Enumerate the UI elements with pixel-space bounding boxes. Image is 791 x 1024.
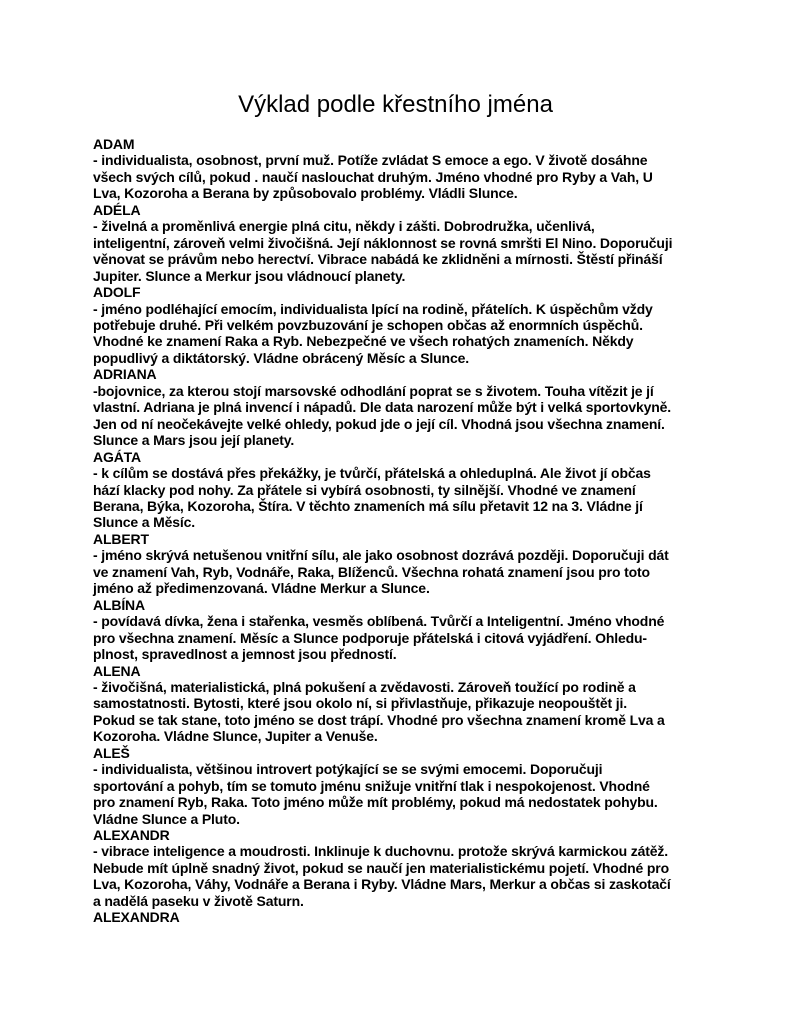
entry-name: ALBÍNA xyxy=(93,596,145,613)
entry-description-line: plnost, spravedlnost a jemnost jsou předností. xyxy=(93,646,397,663)
entry-description-line: Jen od ní neočekávejte velké ohledy, pokud jde o její cíl. Vhodná jsou všechna znamení. xyxy=(93,415,665,432)
name-entry xyxy=(93,366,713,448)
name-entry xyxy=(93,663,713,745)
entry-name: ADOLF xyxy=(93,284,141,301)
entry-description-line: všech svých cílů, pokud . naučí naslouchat druhým. Jméno vhodné pro Ryby a Vah, U xyxy=(93,168,653,185)
name-entry xyxy=(93,745,713,827)
name-entry xyxy=(93,531,713,597)
name-entry xyxy=(93,136,713,202)
entry-description-line: - povídavá dívka, žena i stařenka, vesměs oblíbená. Tvůrčí a Inteligentní. Jméno vhodné xyxy=(93,613,665,630)
entry-description-line: Lva, Kozoroha, Váhy, Vodnáře a Berana i Ryby. Vládne Mars, Merkur a občas si zaskotačí xyxy=(93,876,671,893)
name-entry xyxy=(93,827,713,909)
entry-name: ALENA xyxy=(93,662,141,679)
entry-name: ALEŠ xyxy=(93,744,130,761)
entry-description-line: - jméno podléhající emocím, individualista lpící na rodině, přátelích. K úspěchům vždy xyxy=(93,300,653,317)
entry-description-line: Berana, Býka, Kozoroha, Štíra. V těchto znameních má sílu přetavit 12 na 3. Vládne jí xyxy=(93,497,643,514)
entry-description-line: - jméno skrývá netušenou vnitřní sílu, ale jako osobnost dozrává později. Doporučuji dát xyxy=(93,547,669,564)
entry-description-line: Vhodné ke znamení Raka a Ryb. Nebezpečné ve všech rohatých znameních. Někdy xyxy=(93,333,634,350)
entry-description-line: Kozoroha. Vládne Slunce, Jupiter a Venuše. xyxy=(93,728,378,745)
entry-name: ALBERT xyxy=(93,530,149,547)
entry-description-line: samostatnosti. Bytosti, které jsou okolo ní, si přivlastňuje, přikazuje neopouštět ji. xyxy=(93,695,627,712)
entry-description-line: - živelná a proměnlivá energie plná citu, někdy i zášti. Dobrodružka, učenlivá, xyxy=(93,218,595,235)
entry-description-line: ve znamení Vah, Ryb, Vodnáře, Raka, Blíženců. Všechna rohatá znamení jsou pro toto xyxy=(93,563,650,580)
name-entry xyxy=(93,449,713,531)
entry-description-line: Slunce a Mars jsou její planety. xyxy=(93,432,295,449)
name-entry xyxy=(93,202,713,284)
entry-description-line: -bojovnice, za kterou stojí marsovské odhodlání poprat se s životem. Touha vítězit je jí xyxy=(93,382,654,399)
entry-description-line: pro znamení Ryb, Raka. Toto jméno může mít problémy, pokud má nedostatek pohybu. xyxy=(93,794,658,811)
page-title: Výklad podle křestního jména xyxy=(238,91,553,118)
name-entry xyxy=(93,909,713,925)
entry-description-line: - k cílům se dostává přes překážky, je tvůrčí, přátelská a ohleduplná. Ale život jí občas xyxy=(93,465,651,482)
entry-description-line: - živočišná, materialistická, plná pokušení a zvědavosti. Zároveň toužící po rodině a xyxy=(93,678,636,695)
entry-description-line: vlastní. Adriana je plná invencí i nápadů. Dle data narození může být i velká sportovkyně. xyxy=(93,399,672,416)
entry-name: AGÁTA xyxy=(93,448,141,465)
entry-description-line: Vládne Slunce a Pluto. xyxy=(93,810,240,827)
entry-description-line: sportování a pohyb, tím se tomuto jménu snižuje vnitřní tlak i nespokojenost. Vhodné xyxy=(93,777,650,794)
entry-description-line: inteligentní, zároveň velmi živočišná. Její náklonnost se rovná smršti El Nino. Doporučuji xyxy=(93,234,673,251)
entry-name: ALEXANDR xyxy=(93,827,170,844)
entry-description-line: Lva, Kozoroha a Berana by způsobovalo problémy. Vládli Slunce. xyxy=(93,185,518,202)
entry-name: ADAM xyxy=(93,136,135,152)
entry-description-line: věnovat se právům nebo herectví. Vibrace nabádá ke zklidněni a mírnosti. Štěstí přináší xyxy=(93,251,663,268)
name-entries-list xyxy=(93,136,713,926)
entry-description-line: jméno až předimenzovaná. Vládne Merkur a Slunce. xyxy=(93,580,430,597)
entry-description-line: potřebuje druhé. Při velkém povzbuzování je schopen občas až enormních úspěchů. xyxy=(93,316,643,333)
entry-description-line: Slunce a Měsíc. xyxy=(93,514,196,531)
entry-description-line: Jupiter. Slunce a Merkur jsou vládnoucí planety. xyxy=(93,267,406,284)
entry-description-line: a nadělá paseku v životě Saturn. xyxy=(93,892,304,909)
entry-description-line: hází klacky pod nohy. Za přátele si vybírá osobnosti, ty silnější. Vhodné ve znamení xyxy=(93,481,636,498)
entry-description-line: - individualista, většinou introvert potýkající se se svými emocemi. Doporučuji xyxy=(93,761,603,778)
entry-description-line: - vibrace inteligence a moudrosti. Inklinuje k duchovnu. protože skrývá karmickou zátěž. xyxy=(93,843,668,860)
name-entry xyxy=(93,284,713,366)
entry-description-line: Pokud se tak stane, toto jméno se dost trápí. Vhodné pro všechna znamení kromě Lva a xyxy=(93,711,665,728)
entry-description-line: - individualista, osobnost, první muž. Potíže zvládat S emoce a ego. V životě dosáhne xyxy=(93,152,648,169)
entry-description-line: pro všechna znamení. Měsíc a Slunce podporuje přátelská i citová vyjádření. Ohledu- xyxy=(93,629,647,646)
name-entry xyxy=(93,597,713,663)
entry-name: ADRIANA xyxy=(93,366,157,383)
entry-description-line: Nebude mít úplně snadný život, pokud se naučí jen materialistickému pojetí. Vhodné pro xyxy=(93,859,669,876)
entry-name: ADÉLA xyxy=(93,201,141,218)
entry-name: ALEXANDRA xyxy=(93,909,180,926)
entry-description-line: popudlivý a diktátorský. Vládne obrácený Měsíc a Slunce. xyxy=(93,349,469,366)
